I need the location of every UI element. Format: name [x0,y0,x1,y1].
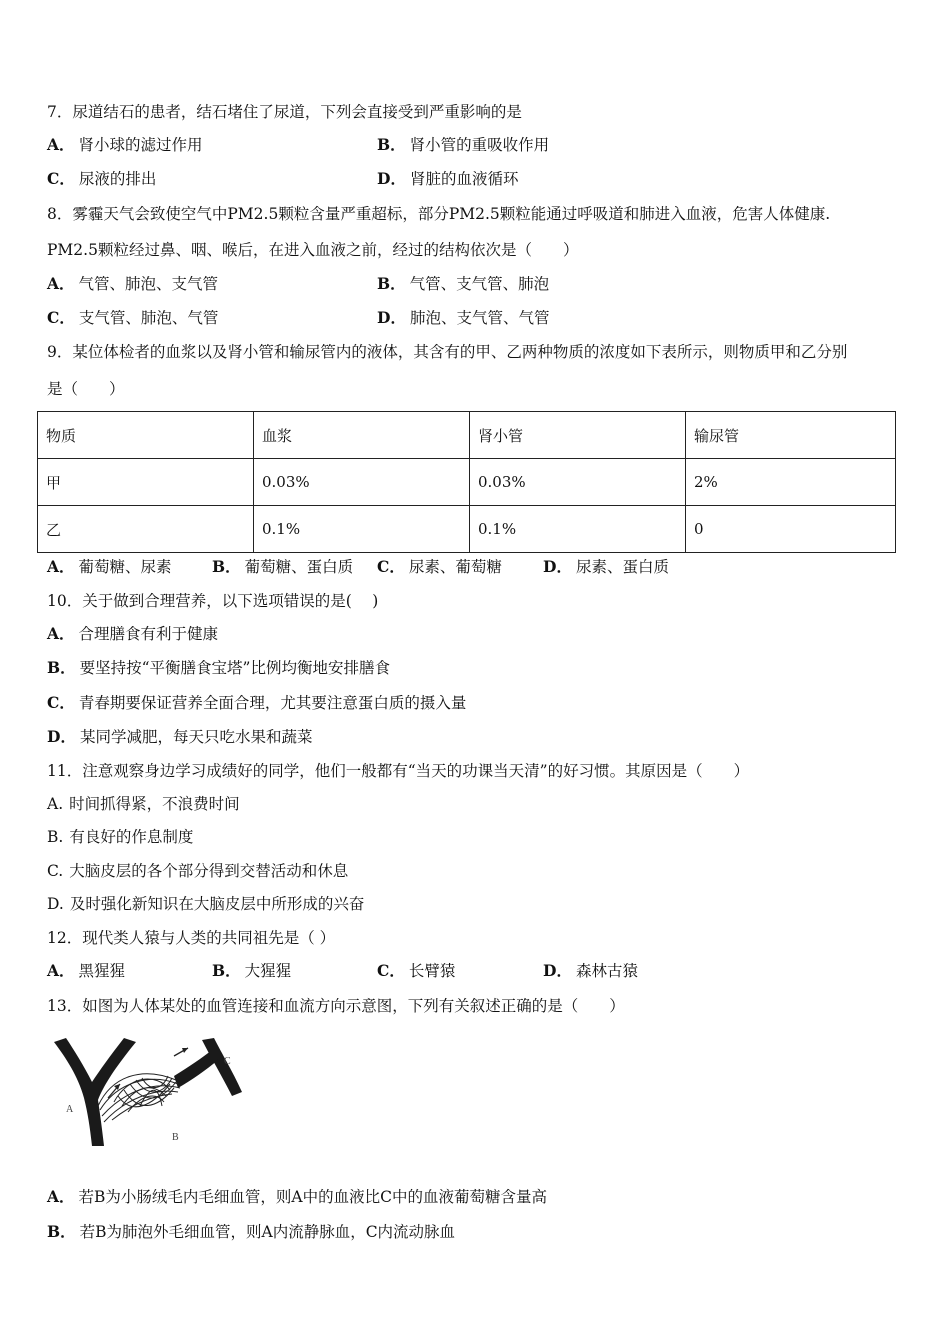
option-text: 青春期要保证营养全面合理，尤其要注意蛋白质的摄入量 [78,694,467,712]
label-c: C [224,1056,231,1067]
option-text: 尿素、蛋白质 [575,558,669,576]
table-cell: 甲 [38,459,254,506]
option-label: A． [47,961,75,980]
q12-option-c[interactable] [377,960,455,982]
table-cell: 0.03% [470,459,686,506]
option-text: 合理膳食有利于健康 [78,625,219,643]
q10-option-c[interactable] [47,692,466,714]
table-header-cell: 肾小管 [470,412,686,459]
q9-stem-line2: 是（ ） [47,380,125,398]
concentration-table [37,411,896,553]
table-header-cell: 血浆 [254,412,470,459]
table-cell: 0.1% [470,506,686,553]
option-label: D． [543,961,572,980]
q8-option-b[interactable] [377,273,549,295]
option-label: C． [377,557,405,576]
table-cell: 乙 [38,506,254,553]
q11-option-d[interactable] [47,893,364,915]
table-cell: 0.03% [254,459,470,506]
q8-option-d[interactable] [377,307,549,329]
option-text: 尿液的排出 [78,170,157,188]
q11-option-c[interactable] [47,860,348,882]
blood-vessel-diagram [52,1036,242,1148]
table-header-row [38,412,896,459]
q12-option-d[interactable] [543,960,638,982]
option-text: 支气管、肺泡、气管 [78,309,219,327]
table-header-cell: 物质 [38,412,254,459]
q10-option-d[interactable] [47,726,312,748]
q7-option-c[interactable] [47,168,156,190]
option-label: D． [47,727,76,746]
q10-option-a[interactable] [47,623,218,645]
option-text: 尿素、葡萄糖 [408,558,502,576]
q8-stem-line1: 8．雾霾天气会致使空气中PM2.5颗粒含量严重超标，部分PM2.5颗粒能通过呼吸道和肺进入血液，危害人体健康. [47,205,831,223]
option-label: B． [212,557,241,576]
table-row [38,506,896,553]
option-text: 大猩猩 [244,962,292,980]
q12-option-a[interactable] [47,960,125,982]
q7-option-a[interactable] [47,134,203,156]
table-cell: 0 [686,506,896,553]
option-label: A. [47,795,64,813]
option-text: 葡萄糖、尿素 [78,558,172,576]
option-text: 若B为小肠绒毛内毛细血管，则A中的血液比C中的血液葡萄糖含量高 [78,1188,547,1206]
q10-option-b[interactable] [47,657,390,679]
option-text: 及时强化新知识在大脑皮层中所形成的兴奋 [69,895,365,913]
option-label: A． [47,557,75,576]
q9-option-b[interactable] [212,556,353,578]
option-text: 要坚持按“平衡膳食宝塔”比例均衡地安排膳食 [79,659,390,677]
option-text: 某同学减肥，每天只吃水果和蔬菜 [79,728,313,746]
q8-option-c[interactable] [47,307,218,329]
label-b: B [172,1132,179,1143]
option-text: 森林古猿 [575,962,638,980]
option-label: C． [47,169,75,188]
q9-option-c[interactable] [377,556,502,578]
option-text: 肾小球的滤过作用 [78,136,203,154]
option-label: D． [377,308,406,327]
q7-stem: 7．尿道结石的患者，结石堵住了尿道，下列会直接受到严重影响的是 [47,103,522,121]
option-label: A． [47,274,75,293]
option-label: B． [377,135,406,154]
option-text: 时间抓得紧，不浪费时间 [69,795,240,813]
option-text: 肾脏的血液循环 [409,170,519,188]
option-text: 气管、支气管、肺泡 [409,275,550,293]
label-a: A [66,1104,74,1115]
option-label: A． [47,624,75,643]
option-label: A． [47,135,75,154]
option-text: 肺泡、支气管、气管 [409,309,550,327]
q12-option-b[interactable] [212,960,291,982]
option-text: 气管、肺泡、支气管 [78,275,219,293]
q7-option-d[interactable] [377,168,518,190]
option-label: C. [47,862,64,880]
option-text: 若B为肺泡外毛细血管，则A内流静脉血，C内流动脉血 [79,1223,456,1241]
q11-option-b[interactable] [47,826,193,848]
q9-option-d[interactable] [543,556,669,578]
table-header-cell: 输尿管 [686,412,896,459]
option-text: 长臂猿 [408,962,456,980]
option-label: C． [47,308,75,327]
q9-stem-line1: 9．某位体检者的血浆以及肾小管和输尿管内的液体，其含有的甲、乙两种物质的浓度如下表所示，则物质甲和乙分别 [47,343,848,361]
option-label: D． [377,169,406,188]
option-text: 大脑皮层的各个部分得到交替活动和休息 [69,862,349,880]
option-label: C． [377,961,405,980]
q7-option-b[interactable] [377,134,549,156]
q11-option-a[interactable] [47,793,240,815]
q8-stem-line2: PM2.5颗粒经过鼻、咽、喉后，在进入血液之前，经过的结构依次是（ ） [47,241,579,259]
table-row [38,459,896,506]
option-label: A． [47,1187,75,1206]
q8-option-a[interactable] [47,273,218,295]
option-label: B. [47,828,64,846]
option-text: 有良好的作息制度 [69,828,194,846]
option-label: B． [47,658,76,677]
option-label: C． [47,693,75,712]
q10-stem: 10．关于做到合理营养，以下选项错误的是( ) [47,592,379,610]
q12-stem: 12．现代类人猿与人类的共同祖先是（ ） [47,929,336,947]
q11-stem: 11．注意观察身边学习成绩好的同学，他们一般都有“当天的功课当天清”的好习惯。其原因是（ ） [47,762,750,780]
option-label: B． [377,274,406,293]
option-text: 肾小管的重吸收作用 [409,136,550,154]
vessel-a [54,1038,136,1146]
capillary-network [98,1074,180,1122]
option-label: B． [212,961,241,980]
table-cell: 0.1% [254,506,470,553]
option-label: B． [47,1222,76,1241]
option-label: D． [543,557,572,576]
q13-stem: 13．如图为人体某处的血管连接和血流方向示意图，下列有关叙述正确的是（ ） [47,997,625,1015]
q13-option-b[interactable] [47,1221,455,1243]
option-text: 黑猩猩 [78,962,126,980]
table-cell: 2% [686,459,896,506]
q9-option-a[interactable] [47,556,172,578]
option-text: 葡萄糖、蛋白质 [244,558,354,576]
option-label: D. [47,895,64,913]
q13-option-a[interactable] [47,1186,547,1208]
